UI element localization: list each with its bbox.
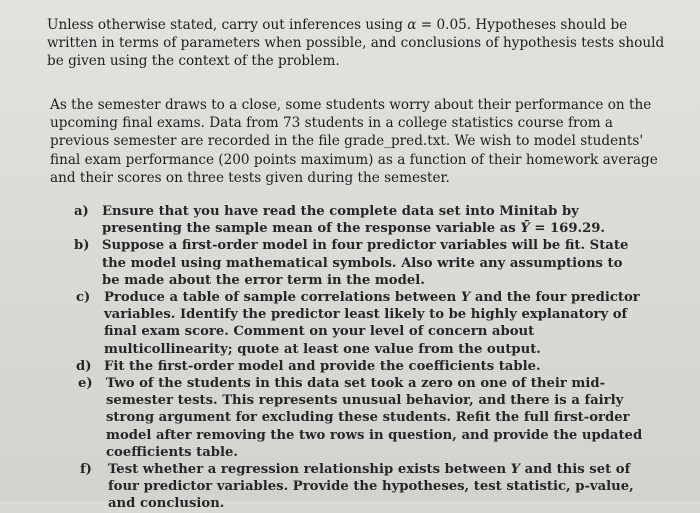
question-letter: b) <box>74 238 90 254</box>
question-text: Ensure that you have read the complete data set into Minitab by presenting the sample mean of the response variable as Ȳ = 169.29. <box>102 204 606 237</box>
question-text: Test whether a regression relationship exists between Y and this set of four predictor variables. Provide the hypotheses, test statistic, p-value, and conclusion. <box>108 462 634 512</box>
question-letter: a) <box>74 204 89 219</box>
question-text: Fit the first-order model and provide the coefficients table. <box>104 358 541 374</box>
question-letter: e) <box>78 376 93 392</box>
instructions-before-alpha: Unless otherwise stated, carry out inferences using <box>47 17 408 33</box>
question-letter: f) <box>80 462 92 478</box>
question-list <box>74 203 644 513</box>
question-letter: c) <box>76 290 91 306</box>
instructions-paragraph <box>47 16 667 71</box>
instructions-text <box>47 16 667 71</box>
y-bar-symbol: Ȳ <box>520 221 530 237</box>
question-text: Two of the students in this data set took a zero on one of their mid-semester tests. This represents unusual behavior, and there is a fairly strong argument for excluding these students. Refit the full first-order model after removing the two rows in question, and provide the updated coefficients table. <box>106 376 643 460</box>
problem-text: As the semester draws to a close, some students worry about their performance on the upcoming final exams. Data from 73 students in a college statistics course from a previous semester are recorded in the file grade_pred.txt. We wish to model students' final exam performance (200 points maximum) as a function of their homework average and their scores on three tests given during the semester. <box>50 97 658 186</box>
question-letter: d) <box>76 358 92 374</box>
problem-statement <box>50 96 660 187</box>
question-text: Suppose a first-order model in four predictor variables will be fit. State the model using mathematical symbols. Also write any assumptions to be made about the error term in the model. <box>102 238 629 288</box>
alpha-value: = 0.05 <box>416 17 467 33</box>
question-item-a <box>74 203 644 237</box>
y-symbol: Y <box>460 290 471 306</box>
alpha-symbol: α <box>407 17 417 33</box>
y-symbol: Y <box>510 462 521 478</box>
question-text: Produce a table of sample correlations between Y and the four predictor variables. Identify the predictor least likely to be highly explanatory of final exam score. Comment on your level of concern about multicollinearity; quote at least one value from the output. <box>104 290 640 357</box>
question-item-e <box>78 375 644 461</box>
question-item-b <box>74 237 644 289</box>
question-item-d <box>76 358 644 375</box>
instructions-after-alpha: . Hypotheses should be written in terms of parameters when possible, and conclusions of hypothesis tests should be given using the context of the problem. <box>47 17 665 70</box>
question-item-c <box>76 289 644 358</box>
question-item-f <box>80 461 644 513</box>
